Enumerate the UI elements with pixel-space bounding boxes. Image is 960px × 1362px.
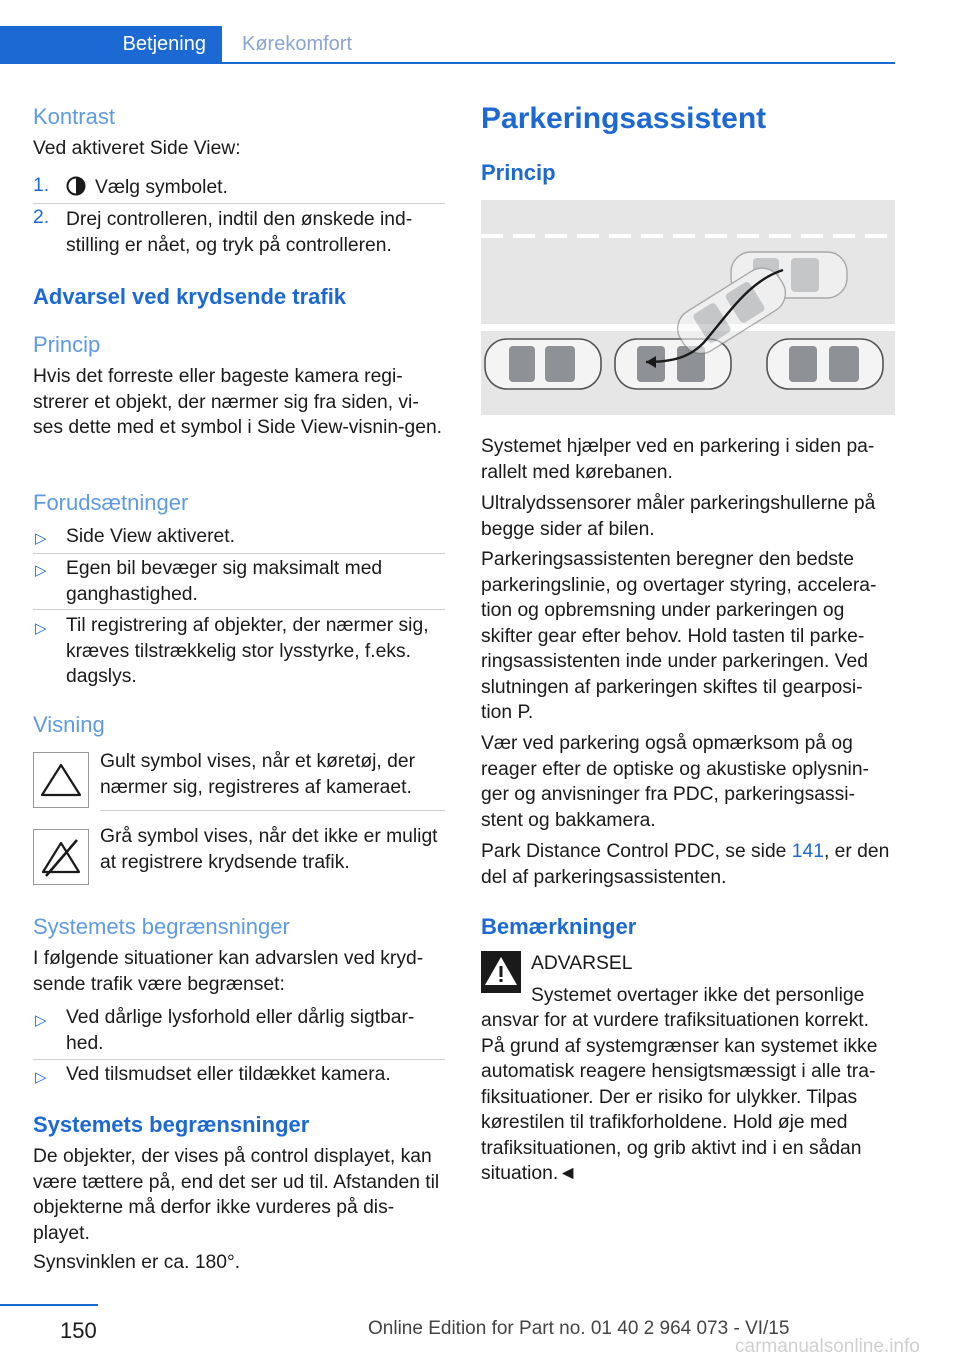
synsvinkel-text: Synsvinklen er ca. 180°. [33,1252,241,1273]
tab-betjening[interactable]: Betjening [0,26,222,62]
list-item-text: Ved dårlige lysforhold eller dårlig sigtbar‐hed. [66,1007,415,1054]
warning-text: ansvar for at vurdere trafiksituationen korrekt. På grund af systemgrænser kan systemet ikke automatisk reagere hensigtsmæssigt i alle tra‐fiksituationer. Der er risiko for ulykker. Tilpas kørestilen til trafikforholdene. Hold øje med trafiksituationen, og grib aktivt ind i en sådan situation.◄ [481,1010,878,1184]
list-item-text: Egen bil bevæger sig maksimalt med ganghastighed. [66,558,383,605]
list-item-text: Ved tilsmudset eller tildækket kamera. [66,1064,391,1085]
princip-heading: Princip [33,332,101,357]
visning-yellow-text: Gult symbol vises, når et køretøj, der nærmer sig, registreres af kameraet. [100,751,416,798]
begraensninger-text-2: De objekter, der vises på control displayet, kan være tættere på, end det ser ud til. Afstanden til objekterne må derfor ikke vurderes på dis‐playet. [33,1146,440,1244]
p5-text-start: Park Distance Control PDC, se side [481,841,792,862]
warning-icon [481,951,521,993]
step-number: 2. [33,207,50,228]
parking-illustration [481,200,895,420]
edition-text: Online Edition for Part no. 01 40 2 964 073 - VI/15 [368,1318,790,1339]
triangle-bullet-icon: ▷ [35,1069,47,1086]
contrast-icon [66,176,86,196]
warning-text-first: Systemet overtager ikke det personlige [531,985,865,1006]
visning-heading: Visning [33,712,105,737]
princip-heading-right: Princip [481,160,556,185]
assistant-p4: Vær ved parkering også opmærksom på og reager efter de optiske og akustiske oplysnin‐ger og anvisninger fra PDC, parkeringsassi‐stent og bakkamera. [481,733,869,831]
begraensninger-heading-1: Systemets begrænsninger [33,914,290,939]
triangle-bullet-icon: ▷ [35,562,47,579]
step-number: 1. [33,175,50,196]
triangle-bullet-icon: ▷ [35,530,47,547]
kontrast-heading: Kontrast [33,104,115,129]
begraensninger-text-1: I følgende situationer kan advarslen ved kryd‐sende trafik være begrænset: [33,948,424,995]
forudsaetninger-heading: Forudsætninger [33,490,189,515]
assistant-p1: Systemet hjælper ved en parkering i siden pa‐rallelt med kørebanen. [481,436,875,483]
parkeringsassistent-title: Parkeringsassistent [481,102,767,135]
warning-triangle-icon [33,752,89,808]
step-text: Drej controlleren, indtil den ønskede ind‐stilling er nået, og tryk på controlleren. [66,209,413,256]
p5-text-end: , er den del af parkeringsassistenten. [481,841,890,888]
kontrast-intro: Ved aktiveret Side View: [33,138,241,159]
tab-koerekomfort[interactable]: Kørekomfort [242,32,353,55]
page-number: 150 [60,1318,97,1343]
warning-label: ADVARSEL [531,953,633,974]
list-item-text: Side View aktiveret. [66,526,235,547]
crossed-triangle-icon [33,829,89,885]
watermark: carmanualsonline.info [735,1336,920,1357]
divider [33,1059,445,1060]
bemaerkninger-heading: Bemærkninger [481,914,637,939]
princip-text: Hvis det forreste eller bageste kamera regi‐strerer et objekt, der nærmer sig fra siden, vi‐ses dette med et symbol i Side View-visnin‐gen. [33,366,443,438]
divider [100,810,445,811]
list-item-text: Til registrering af objekter, der nærmer sig, kræves tilstrækkelig stor lysstyrke, f.eks. dagslys. [66,615,429,687]
assistant-p2: Ultralydssensorer måler parkeringshullerne på begge sider af bilen. [481,493,876,540]
divider [33,203,445,204]
begraensninger-heading-2: Systemets begrænsninger [33,1112,310,1137]
footer-rule [0,1304,98,1306]
divider [33,553,445,554]
cross-traffic-heading: Advarsel ved krydsende trafik [33,284,347,309]
triangle-bullet-icon: ▷ [35,620,47,637]
assistant-p5 [481,839,893,890]
section-tabs [0,26,895,64]
triangle-bullet-icon: ▷ [35,1012,47,1029]
step-text: Vælg symbolet. [95,177,228,198]
visning-grey-text: Grå symbol vises, når det ikke er muligt at registrere krydsende trafik. [100,826,438,873]
assistant-p3: Parkeringsassistenten beregner den bedste parkeringslinie, og overtager styring, accelera‐tion og opbremsning under parkeringen og skifter gear efter behov. Hold tasten til parke‐ringsassistenten inde under parkeringen. Ved slutningen af parkeringen skiftes til gearposi‐tion P. [481,549,877,723]
page-link-141[interactable]: 141 [791,841,824,862]
divider [33,609,445,610]
